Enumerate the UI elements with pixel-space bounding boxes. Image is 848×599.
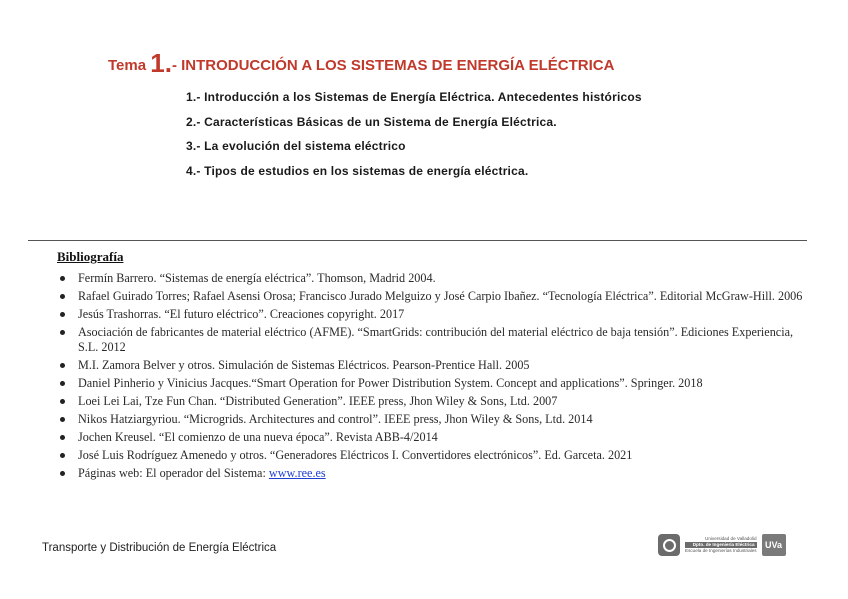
bibliography-item: Nikos Hatziargyriou. “Microgrids. Architectures and control”. IEEE press, Jhon Wiley & Sons, Ltd. 2014: [58, 412, 808, 427]
bibliography-item: Jochen Kreusel. “El comienzo de una nueva época”. Revista ABB-4/2014: [58, 430, 808, 445]
topic-item: 4.- Tipos de estudios en los sistemas de energía eléctrica.: [186, 163, 529, 178]
section-divider: [28, 240, 807, 241]
topic-item: 3.- La evolución del sistema eléctrico: [186, 139, 406, 153]
course-name: Transporte y Distribución de Energía Eléctrica: [42, 542, 277, 554]
logo-department: Dpto. de Ingeniería Eléctrica: [685, 542, 757, 548]
title-prefix: Tema: [108, 57, 151, 74]
bibliography-item: Rafael Guirado Torres; Rafael Asensi Orosa; Francisco Jurado Melguizo y José Carpio Ibañez. “Tecnología Eléctrica”. Editorial McGraw-Hill. 2006: [58, 289, 808, 304]
bibliography-item: Asociación de fabricantes de material eléctrico (AFME). “SmartGrids: contribución del material eléctrico de baja tensión”. Ediciones Experiencia, S.L. 2012: [58, 325, 808, 354]
bibliography-item: Loei Lei Lai, Tze Fun Chan. “Distributed Generation”. IEEE press, Jhon Wiley & Sons, Ltd. 2007: [58, 394, 808, 409]
topic-list: [186, 89, 642, 187]
bibliography-list: [58, 271, 808, 484]
bibliography-heading: Bibliografía: [57, 249, 124, 264]
bibliography-item-web: [58, 466, 808, 481]
title-number: 1.: [150, 48, 172, 78]
uva-logo-icon: UVa: [762, 534, 786, 556]
page-title: [108, 48, 614, 79]
university-logo: [658, 532, 786, 558]
bibliography-item: Fermín Barrero. “Sistemas de energía eléctrica”. Thomson, Madrid 2004.: [58, 271, 808, 286]
logo-school: Escuela de Ingenierías Industriales: [685, 548, 757, 553]
eii-logo-icon: [658, 534, 680, 556]
title-text: - INTRODUCCIÓN A LOS SISTEMAS DE ENERGÍA ELÉCTRICA: [171, 57, 615, 74]
topic-item: 1.- Introducción a los Sistemas de Energía Eléctrica. Antecedentes históricos: [186, 90, 642, 104]
bibliography-item: Jesús Trashorras. “El futuro eléctrico”. Creaciones copyright. 2017: [58, 307, 808, 322]
logo-text: [685, 536, 757, 554]
bibliography-item: José Luis Rodríguez Amenedo y otros. “Generadores Eléctricos I. Convertidores electrónicos”. Ed. Garceta. 2021: [58, 448, 808, 463]
topic-item: 2.- Características Básicas de un Sistema de Energía Eléctrica.: [186, 114, 557, 129]
logo-university: Universidad de Valladolid: [705, 536, 757, 541]
bibliography-item: Daniel Pinherio y Vinicius Jacques.“Smart Operation for Power Distribution System. Concept and applications”. Springer. 2018: [58, 376, 808, 391]
web-label: Páginas web: El operador del Sistema:: [78, 465, 269, 480]
bibliography-item: M.I. Zamora Belver y otros. Simulación de Sistemas Eléctricos. Pearson-Prentice Hall. 2005: [58, 358, 808, 373]
ree-link[interactable]: www.ree.es: [268, 465, 326, 480]
